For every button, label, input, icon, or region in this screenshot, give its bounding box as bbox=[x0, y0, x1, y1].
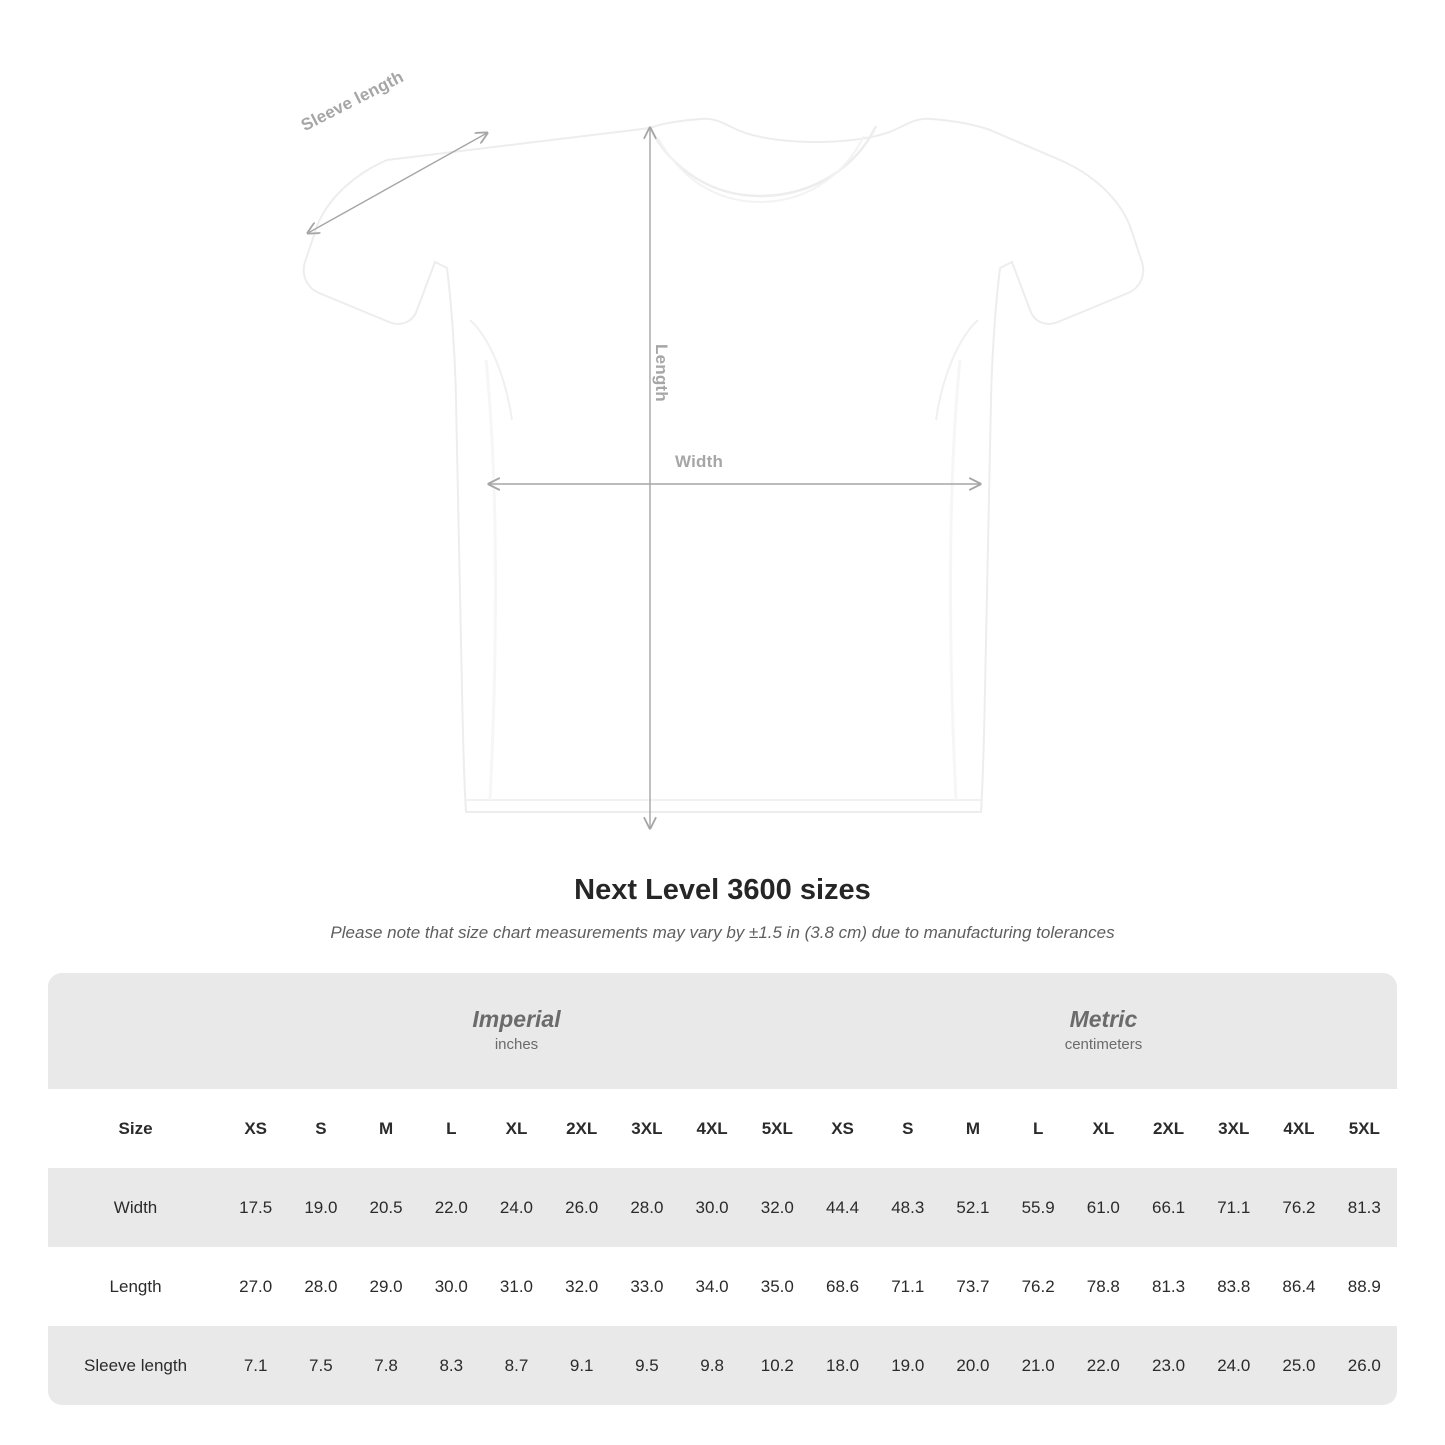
cell-width-imperial: 20.5 bbox=[353, 1168, 418, 1247]
cell-length-imperial: 27.0 bbox=[223, 1247, 288, 1326]
size-col-header: M bbox=[940, 1089, 1005, 1168]
size-col-header: XL bbox=[1071, 1089, 1136, 1168]
cell-length-metric: 86.4 bbox=[1266, 1247, 1331, 1326]
unit-name-metric: centimeters bbox=[1064, 1036, 1143, 1054]
cell-length-metric: 81.3 bbox=[1136, 1247, 1201, 1326]
cell-sleeve-imperial: 7.1 bbox=[223, 1326, 288, 1405]
cell-sleeve-metric: 24.0 bbox=[1201, 1326, 1266, 1405]
cell-length-imperial: 35.0 bbox=[745, 1247, 810, 1326]
cell-width-metric: 55.9 bbox=[1006, 1168, 1071, 1247]
cell-sleeve-metric: 26.0 bbox=[1332, 1326, 1397, 1405]
cell-length-metric: 83.8 bbox=[1201, 1247, 1266, 1326]
cell-length-metric: 68.6 bbox=[810, 1247, 875, 1326]
cell-length-metric: 73.7 bbox=[940, 1247, 1005, 1326]
cell-width-imperial: 30.0 bbox=[679, 1168, 744, 1247]
cell-width-metric: 66.1 bbox=[1136, 1168, 1201, 1247]
tolerance-note: Please note that size chart measurements may vary by ±1.5 in (3.8 cm) due to manufacturing tolerances bbox=[330, 923, 1115, 942]
cell-sleeve-metric: 23.0 bbox=[1136, 1326, 1201, 1405]
cell-width-metric: 76.2 bbox=[1266, 1168, 1331, 1247]
table-row-length bbox=[48, 1247, 1397, 1326]
cell-length-imperial: 33.0 bbox=[614, 1247, 679, 1326]
cell-width-metric: 61.0 bbox=[1071, 1168, 1136, 1247]
row-header-length: Length bbox=[48, 1247, 223, 1326]
size-col-header: 5XL bbox=[745, 1089, 810, 1168]
size-col-header: L bbox=[1006, 1089, 1071, 1168]
cell-sleeve-metric: 25.0 bbox=[1266, 1326, 1331, 1405]
cell-width-imperial: 22.0 bbox=[419, 1168, 484, 1247]
cell-width-metric: 44.4 bbox=[810, 1168, 875, 1247]
cell-sleeve-imperial: 7.8 bbox=[353, 1326, 418, 1405]
cell-length-imperial: 28.0 bbox=[288, 1247, 353, 1326]
size-col-header: 3XL bbox=[614, 1089, 679, 1168]
table-size-header-row bbox=[48, 1089, 1397, 1168]
title-block bbox=[0, 874, 1445, 943]
unit-system-imperial: Imperial bbox=[472, 1005, 561, 1032]
cell-width-imperial: 17.5 bbox=[223, 1168, 288, 1247]
row-header-sleeve-length: Sleeve length bbox=[48, 1326, 223, 1405]
size-col-header: S bbox=[875, 1089, 940, 1168]
cell-length-metric: 88.9 bbox=[1332, 1247, 1397, 1326]
cell-width-imperial: 28.0 bbox=[614, 1168, 679, 1247]
cell-length-metric: 78.8 bbox=[1071, 1247, 1136, 1326]
page-title: Next Level 3600 sizes bbox=[574, 874, 871, 906]
cell-width-metric: 71.1 bbox=[1201, 1168, 1266, 1247]
size-table-wrapper bbox=[48, 973, 1397, 1405]
size-col-header: XS bbox=[223, 1089, 288, 1168]
cell-length-metric: 76.2 bbox=[1006, 1247, 1071, 1326]
cell-length-metric: 71.1 bbox=[875, 1247, 940, 1326]
unit-system-metric: Metric bbox=[1069, 1005, 1138, 1032]
size-col-header: L bbox=[419, 1089, 484, 1168]
tshirt-shape bbox=[304, 119, 1143, 812]
size-col-header: M bbox=[353, 1089, 418, 1168]
row-header-width: Width bbox=[48, 1168, 223, 1247]
size-col-header: 4XL bbox=[1266, 1089, 1331, 1168]
unit-name-imperial: inches bbox=[494, 1036, 539, 1054]
cell-length-imperial: 34.0 bbox=[679, 1247, 744, 1326]
size-table bbox=[48, 973, 1397, 1405]
cell-sleeve-imperial: 9.8 bbox=[679, 1326, 744, 1405]
cell-sleeve-imperial: 9.1 bbox=[549, 1326, 614, 1405]
cell-sleeve-metric: 21.0 bbox=[1006, 1326, 1071, 1405]
size-col-header: XL bbox=[484, 1089, 549, 1168]
cell-width-metric: 48.3 bbox=[875, 1168, 940, 1247]
cell-sleeve-imperial: 9.5 bbox=[614, 1326, 679, 1405]
unit-header-metric bbox=[810, 973, 1397, 1089]
table-unit-header-row bbox=[48, 973, 1397, 1089]
cell-sleeve-imperial: 8.7 bbox=[484, 1326, 549, 1405]
table-row-width bbox=[48, 1168, 1397, 1247]
cell-width-imperial: 32.0 bbox=[745, 1168, 810, 1247]
width-dimension-label: Width bbox=[675, 452, 724, 471]
cell-sleeve-metric: 20.0 bbox=[940, 1326, 1005, 1405]
cell-length-imperial: 31.0 bbox=[484, 1247, 549, 1326]
cell-sleeve-metric: 18.0 bbox=[810, 1326, 875, 1405]
table-row-sleeve-length bbox=[48, 1326, 1397, 1405]
size-col-header: XS bbox=[810, 1089, 875, 1168]
sleeve-length-dimension-label: Sleeve length bbox=[298, 67, 407, 135]
size-col-header: 5XL bbox=[1332, 1089, 1397, 1168]
cell-width-metric: 52.1 bbox=[940, 1168, 1005, 1247]
cell-sleeve-imperial: 10.2 bbox=[745, 1326, 810, 1405]
size-col-header: 4XL bbox=[679, 1089, 744, 1168]
cell-width-imperial: 19.0 bbox=[288, 1168, 353, 1247]
cell-sleeve-imperial: 8.3 bbox=[419, 1326, 484, 1405]
length-dimension-label: Length bbox=[652, 344, 671, 402]
size-col-header: 3XL bbox=[1201, 1089, 1266, 1168]
unit-header-corner bbox=[48, 973, 223, 1089]
size-col-header: S bbox=[288, 1089, 353, 1168]
size-col-header: 2XL bbox=[549, 1089, 614, 1168]
cell-width-imperial: 24.0 bbox=[484, 1168, 549, 1247]
cell-width-metric: 81.3 bbox=[1332, 1168, 1397, 1247]
cell-length-imperial: 32.0 bbox=[549, 1247, 614, 1326]
cell-sleeve-imperial: 7.5 bbox=[288, 1326, 353, 1405]
cell-length-imperial: 30.0 bbox=[419, 1247, 484, 1326]
size-col-header: 2XL bbox=[1136, 1089, 1201, 1168]
size-header-cell: Size bbox=[48, 1089, 223, 1168]
cell-length-imperial: 29.0 bbox=[353, 1247, 418, 1326]
cell-width-imperial: 26.0 bbox=[549, 1168, 614, 1247]
unit-header-imperial bbox=[223, 973, 810, 1089]
cell-sleeve-metric: 22.0 bbox=[1071, 1326, 1136, 1405]
cell-sleeve-metric: 19.0 bbox=[875, 1326, 940, 1405]
